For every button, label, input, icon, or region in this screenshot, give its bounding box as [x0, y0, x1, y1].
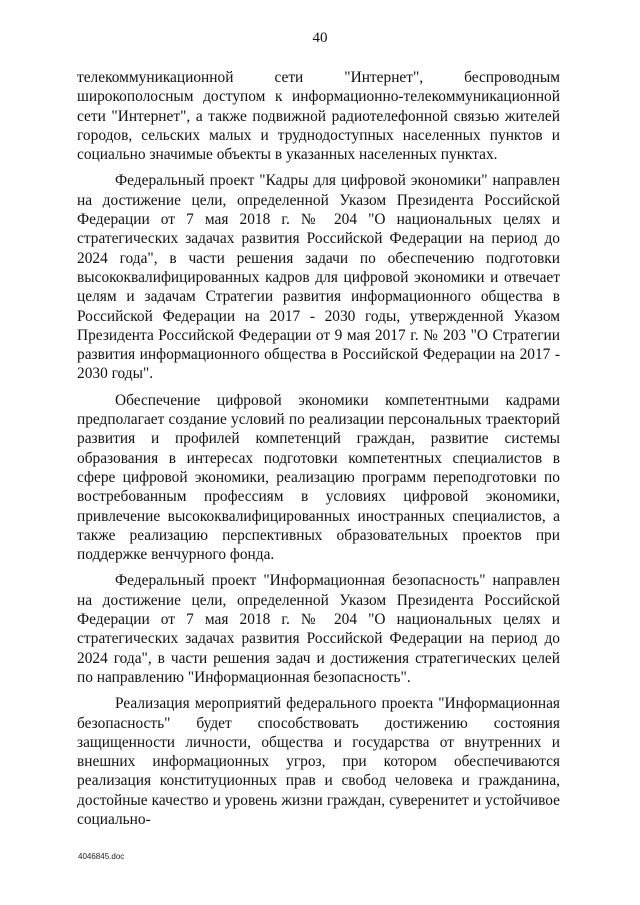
paragraph-cadres-project: Федеральный проект "Кадры для цифровой экономики" направлен на достижение цели, определенной Указом Президента Российской Федерации от 7 мая 2018 г. № 204 "О национальных целях и стратегических задачах развития Российской Федерации на период до 2024 года", в части решения задачи по обеспечению подготовки высококвалифицированных кадров для цифровой экономики и отвечает целям и задачам Стратегии развития информационного общества в Российской Федерации на 2017 - 2030 годы, утвержденной Указом Президента Российской Федерации от 9 мая 2017 г. № 203 "О Стратегии развития информационного общества в Российской Федерации на 2017 - 2030 годы". [77, 172, 560, 383]
paragraph-continuation: телекоммуникационной сети "Интернет", беспроводным широкополосным доступом к информационно-телекоммуникационной сети "Интернет", а также подвижной радиотелефонной связью жителей городов, сельских малых и труднодоступных населенных пунктов и социально значимые объекты в указанных населенных пунктах. [77, 69, 560, 164]
document-body [77, 68, 560, 836]
page-number: 40 [312, 30, 328, 46]
paragraph-infosec-implementation: Реализация мероприятий федерального проекта "Информационная безопасность" будет способствовать достижению состояния защищенности личности, общества и государства от внутренних и внешних информационных угроз, при котором обеспечиваются реализация конституционных прав и свобод человека и гражданина, достойные качество и уровень жизни граждан, суверенитет и устойчивое социально- [77, 695, 560, 828]
paragraph-infosec-project: Федеральный проект "Информационная безопасность" направлен на достижение цели, определенной Указом Президента Российской Федерации от 7 мая 2018 г. № 204 "О национальных целях и стратегических задачах развития Российской Федерации на период до 2024 года", в части решения задач и достижения стратегических целей по направлению "Информационная безопасность". [77, 572, 560, 686]
document-filename: 4046845.doc [78, 852, 125, 861]
paragraph-cadres-provision: Обеспечение цифровой экономики компетентными кадрами предполагает создание условий по реализации персональных траекторий развития и профилей компетенций граждан, развитие системы образования в интересах подготовки компетентных специалистов в сфере цифровой экономики, реализацию программ переподготовки по востребованным профессиям в условиях цифровой экономики, привлечение высококвалифицированных иностранных специалистов, а также реализацию перспективных образовательных проектов при поддержке венчурного фонда. [77, 391, 560, 564]
